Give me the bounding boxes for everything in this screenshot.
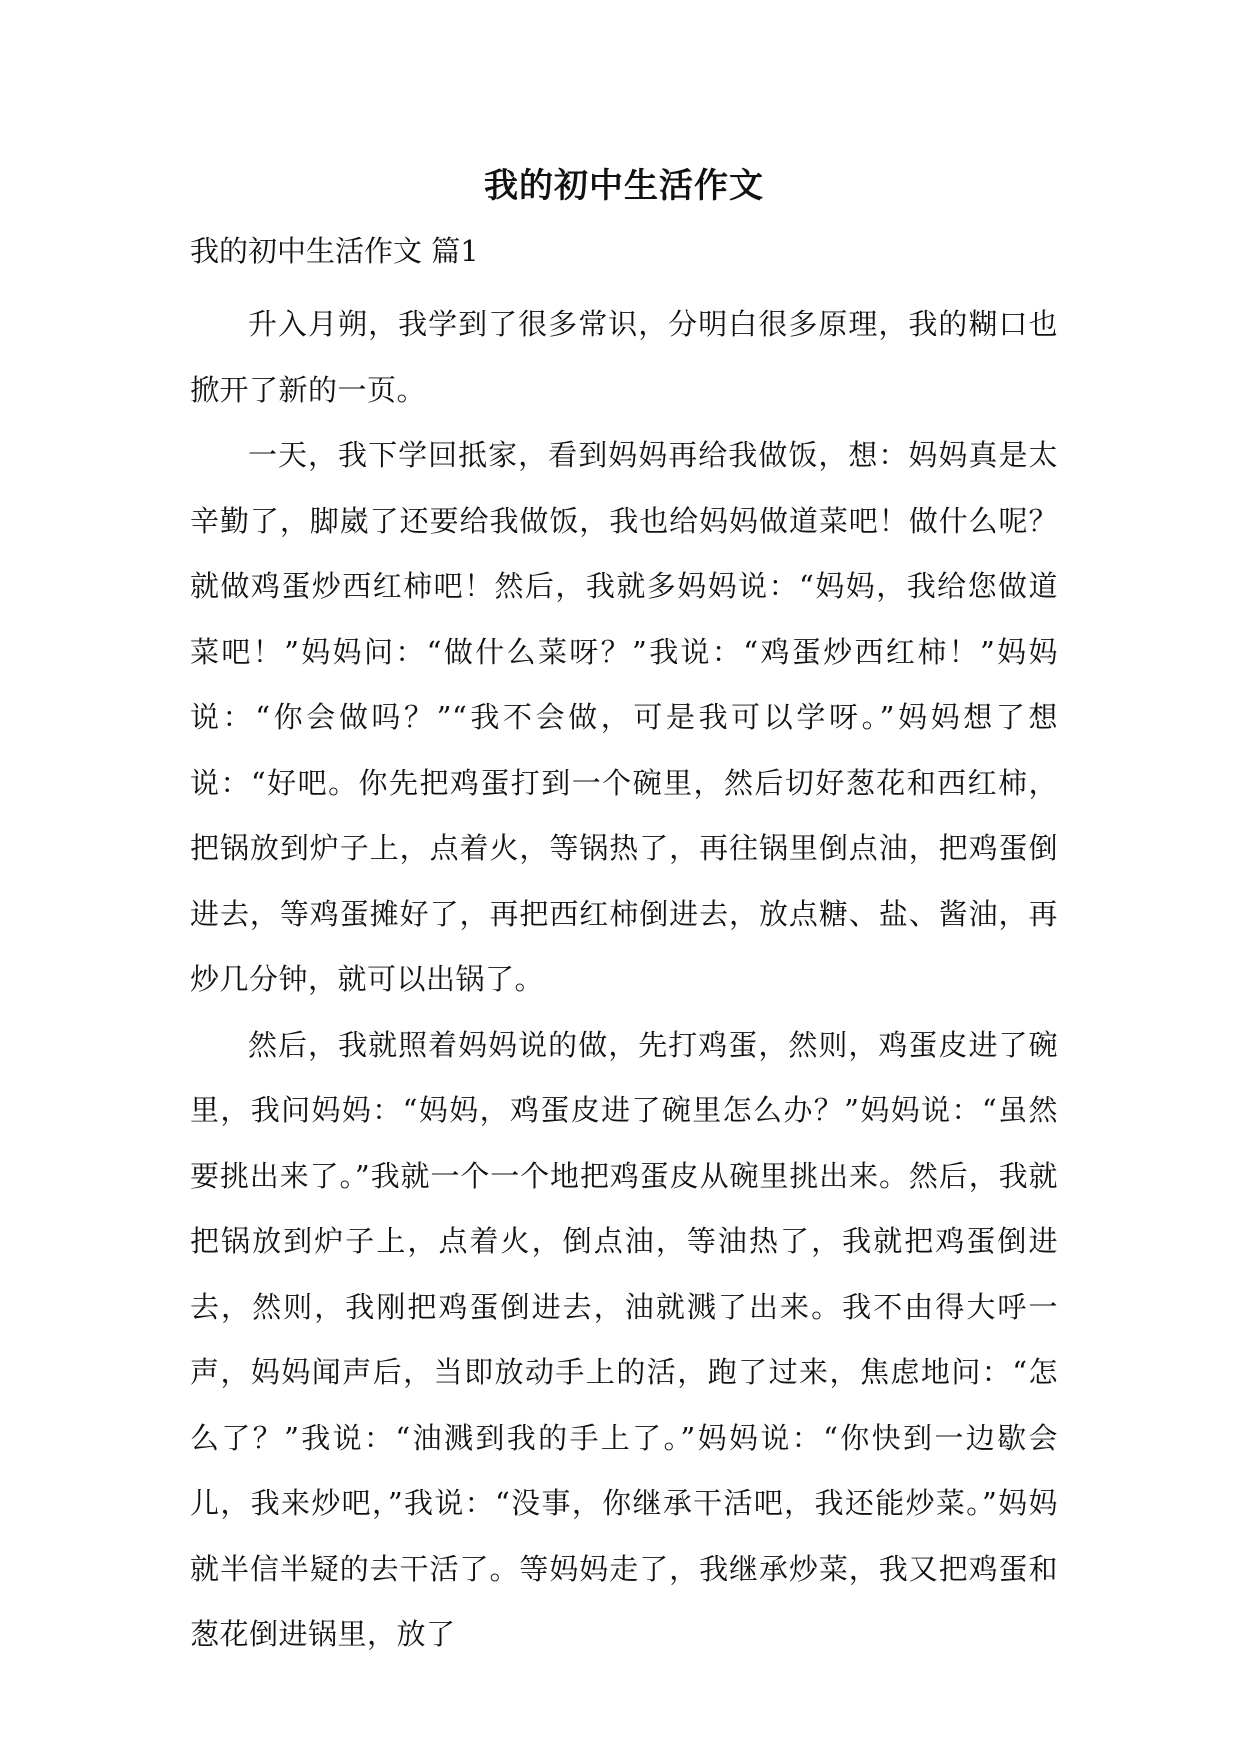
section-heading: 我的初中生活作文 篇1 xyxy=(190,234,479,268)
paragraph-3: 然后，我就照着妈妈说的做，先打鸡蛋，然则，鸡蛋皮进了碗里，我问妈妈：“妈妈，鸡蛋皮进了碗里怎么办？”妈妈说：“虽然要挑出来了。”我就一个一个地把鸡蛋皮从碗里挑出来。然后，我就把锅放到炉子上，点着火，倒点油，等油热了，我就把鸡蛋倒进去，然则，我刚把鸡蛋倒进去，油就溅了出来。我不由得大呼一声，妈妈闻声后，当即放动手上的活，跑了过来，焦虑地问：“怎么了？”我说：“油溅到我的手上了。”妈妈说：“你快到一边歇会儿，我来炒吧，”我说：“没事，你继承干活吧，我还能炒菜。”妈妈就半信半疑的去干活了。等妈妈走了，我继承炒菜，我又把鸡蛋和葱花倒进锅里，放了 xyxy=(190,1027,1058,1651)
document-title: 我的初中生活作文 xyxy=(484,166,764,206)
paragraph-2: 一天，我下学回抵家，看到妈妈再给我做饭，想：妈妈真是太辛勤了，脚崴了还要给我做饭，我也给妈妈做道菜吧！做什么呢？就做鸡蛋炒西红柿吧！然后，我就多妈妈说：“妈妈，我给您做道菜吧！”妈妈问：“做什么菜呀？”我说：“鸡蛋炒西红柿！”妈妈说：“你会做吗？”“我不会做，可是我可以学呀。”妈妈想了想说：“好吧。你先把鸡蛋打到一个碗里，然后切好葱花和西红柿，把锅放到炉子上，点着火，等锅热了，再往锅里倒点油，把鸡蛋倒进去，等鸡蛋摊好了，再把西红柿倒进去，放点糖、盐、酱油，再炒几分钟，就可以出锅了。 xyxy=(190,438,1058,996)
document-body xyxy=(190,158,1058,1668)
paragraph-1: 升入月朔，我学到了很多常识，分明白很多原理，我的糊口也掀开了新的一页。 xyxy=(190,307,1058,407)
